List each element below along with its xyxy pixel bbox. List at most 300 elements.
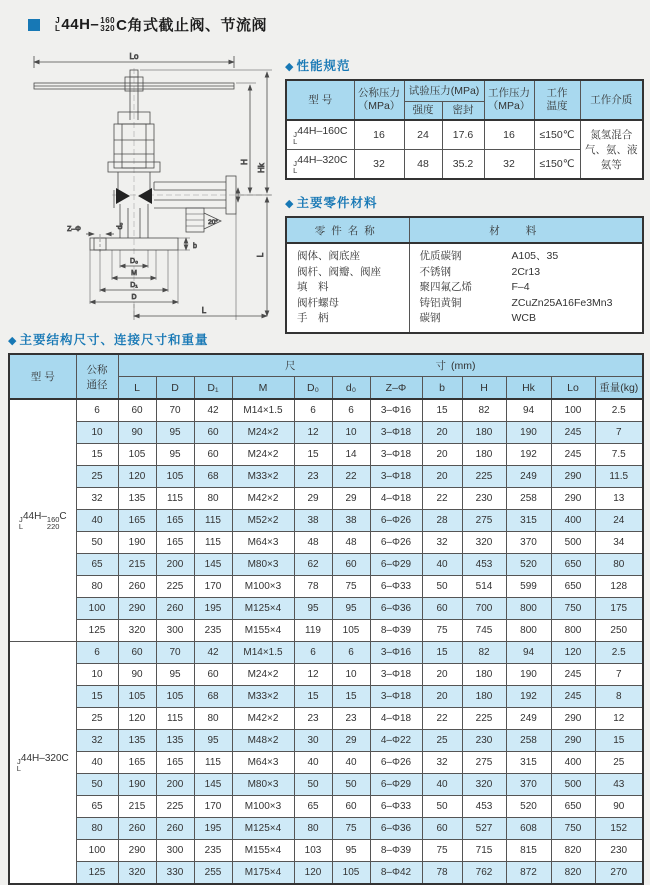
dims-cell: M48×2: [232, 730, 294, 752]
dims-cell: 50: [294, 774, 332, 796]
dims-cell: 60: [422, 598, 462, 620]
materials-material-line: [420, 265, 643, 281]
dims-cell: 23: [332, 708, 370, 730]
dims-cell: 8–Φ42: [370, 862, 422, 885]
title-bullet-icon: [28, 19, 40, 31]
dims-cell: 60: [194, 664, 232, 686]
dims-cell: 40: [76, 752, 118, 774]
perf-cell: 16: [484, 120, 534, 150]
dims-cell: M100×3: [232, 576, 294, 598]
dims-cell: 65: [76, 796, 118, 818]
dims-cell: 15: [294, 686, 332, 708]
dims-cell: 32: [422, 532, 462, 554]
dims-cell: 599: [506, 576, 551, 598]
dims-cell: 200: [156, 554, 194, 576]
dims-cell: 115: [156, 488, 194, 510]
dims-cell: 78: [422, 862, 462, 885]
dims-cell: 290: [551, 708, 595, 730]
dims-cell: 80: [595, 554, 643, 576]
materials-part-name: 填 料: [297, 281, 329, 293]
dims-cell: 80: [194, 708, 232, 730]
dims-cell: 7: [595, 664, 643, 686]
dims-cell: 290: [551, 466, 595, 488]
dims-cell: 453: [462, 554, 506, 576]
dims-cell: 50: [332, 774, 370, 796]
dims-cell: 190: [506, 664, 551, 686]
dims-col-header: M: [232, 377, 294, 400]
model-stack-top: J: [16, 757, 21, 766]
perf-cell: 32: [484, 150, 534, 180]
dims-cell: 115: [156, 708, 194, 730]
dims-row: [9, 532, 643, 554]
dims-cell: 3–Φ18: [370, 664, 422, 686]
dims-cell: 105: [118, 444, 156, 466]
dims-row: [9, 818, 643, 840]
dim-label-b: b: [193, 243, 197, 250]
dims-cell: 6–Φ26: [370, 752, 422, 774]
materials-material-grade: WCB: [511, 312, 536, 324]
dims-cell: M42×2: [232, 708, 294, 730]
dims-cell: 165: [118, 510, 156, 532]
dims-cell: 275: [462, 510, 506, 532]
dims-cell: 48: [332, 532, 370, 554]
dims-cell: 8: [595, 686, 643, 708]
dims-cell: 135: [118, 730, 156, 752]
perf-cell: 24: [404, 120, 442, 150]
dims-cell: 175: [595, 598, 643, 620]
materials-material-grade: ZCuZn25A16Fe3Mn3: [511, 296, 613, 309]
dims-cell: 135: [118, 488, 156, 510]
perf-cell: 17.6: [442, 120, 484, 150]
dim-label-h: H: [240, 159, 249, 165]
dims-cell: 120: [118, 466, 156, 488]
dims-cell: 70: [156, 399, 194, 422]
dims-col-header: L: [118, 377, 156, 400]
dim-label-m: M: [131, 270, 137, 277]
dim-label-d: D: [131, 294, 137, 301]
materials-material-grade: A105、35: [511, 250, 559, 262]
dims-row: [9, 708, 643, 730]
dims-cell: 95: [332, 840, 370, 862]
dims-cell: 170: [194, 796, 232, 818]
dims-cell: 275: [462, 752, 506, 774]
dims-cell: M155×4: [232, 840, 294, 862]
dims-col-header: D₀: [294, 377, 332, 400]
title-prefix-bottom: L: [55, 23, 61, 33]
dims-cell: 15: [76, 686, 118, 708]
dims-cell: M24×2: [232, 664, 294, 686]
dims-cell: 245: [551, 686, 595, 708]
dims-cell: 80: [76, 818, 118, 840]
dims-cell: 270: [595, 862, 643, 885]
dims-cell: 192: [506, 686, 551, 708]
dims-cell: 6–Φ29: [370, 554, 422, 576]
dims-cell: 290: [118, 598, 156, 620]
dims-cell: M52×2: [232, 510, 294, 532]
dims-cell: 28: [422, 510, 462, 532]
perf-model-cell: J L 44H–320C: [286, 150, 354, 180]
dims-cell: 190: [118, 774, 156, 796]
dims-cell: 14: [332, 444, 370, 466]
dims-cell: 60: [118, 642, 156, 664]
page-title: [28, 14, 267, 35]
dims-cell: 527: [462, 818, 506, 840]
dims-cell: 94: [506, 642, 551, 664]
dims-cell: 4–Φ22: [370, 730, 422, 752]
dims-cell: 95: [194, 730, 232, 752]
dims-cell: 290: [551, 730, 595, 752]
model-stack-bottom: L: [18, 522, 23, 531]
dims-cell: 75: [332, 576, 370, 598]
dims-cell: 330: [156, 862, 194, 885]
dims-cell: 255: [194, 862, 232, 885]
perf-cell: 48: [404, 150, 442, 180]
dims-cell: 78: [294, 576, 332, 598]
model-stack-bottom: L: [293, 166, 298, 175]
model-stack-top: J: [19, 515, 23, 524]
dims-cell: M125×4: [232, 598, 294, 620]
dims-cell: 2.5: [595, 399, 643, 422]
dims-cell: 15: [332, 686, 370, 708]
dims-row: [9, 796, 643, 818]
materials-material-type: 优质碳钢: [419, 250, 462, 262]
dims-cell: 100: [76, 598, 118, 620]
dims-cell: M175×4: [232, 862, 294, 885]
right-column: [285, 56, 642, 334]
dims-cell: M100×3: [232, 796, 294, 818]
dims-cell: 165: [118, 752, 156, 774]
dims-cell: 7.5: [595, 444, 643, 466]
dims-cell: 453: [462, 796, 506, 818]
dims-cell: M24×2: [232, 422, 294, 444]
dims-cell: 50: [422, 796, 462, 818]
dims-cell: 260: [156, 598, 194, 620]
perf-cell: ≤150℃: [534, 150, 580, 180]
dims-cell: 650: [551, 554, 595, 576]
dims-cell: 34: [595, 532, 643, 554]
materials-material-type: 聚四氟乙烯: [419, 281, 472, 293]
dims-cell: 180: [462, 444, 506, 466]
dims-row: [9, 840, 643, 862]
title-model-frac: [100, 17, 115, 32]
dims-cell: M64×3: [232, 532, 294, 554]
dim-label-lo: Lo: [129, 52, 139, 61]
dims-cell: 290: [551, 488, 595, 510]
dims-cell: 249: [506, 708, 551, 730]
title-frac-bottom: 320: [100, 23, 116, 33]
dims-cell: M80×3: [232, 554, 294, 576]
dims-cell: M33×2: [232, 466, 294, 488]
dims-cell: 20: [422, 422, 462, 444]
model-stack-bottom: L: [16, 764, 21, 773]
dims-cell: 15: [76, 444, 118, 466]
materials-part-name: 阀杆螺母: [297, 296, 339, 309]
dims-row: [9, 510, 643, 532]
dims-cell: 115: [194, 532, 232, 554]
dim-label-d1: D₁: [130, 282, 138, 289]
performance-section-title: ◆ 性能规范: [285, 59, 351, 73]
dims-cell: 258: [506, 488, 551, 510]
title-text: C角式截止阀、节流阀: [116, 17, 267, 34]
dims-cell: 15: [595, 730, 643, 752]
model-stack-top: J: [293, 130, 298, 139]
dims-cell: 80: [76, 576, 118, 598]
dims-cell: 65: [294, 796, 332, 818]
dims-cell: 195: [194, 598, 232, 620]
model-stack: [293, 160, 297, 174]
dims-cell: 20: [422, 444, 462, 466]
dims-cell: 260: [118, 576, 156, 598]
dims-cell: 190: [506, 422, 551, 444]
dims-cell: 650: [551, 576, 595, 598]
dim-label-l-horiz: L: [201, 306, 207, 315]
dims-cell: 10: [332, 664, 370, 686]
dims-cell: 800: [551, 620, 595, 642]
dim-label-hk: Hk: [257, 163, 266, 173]
dims-cell: 32: [76, 730, 118, 752]
dims-cell: 10: [76, 422, 118, 444]
dims-cell: 6: [294, 399, 332, 422]
dims-cell: 165: [156, 752, 194, 774]
perf-header-model: 型 号: [286, 80, 354, 120]
materials-material-line: [420, 311, 643, 327]
dims-cell: 25: [595, 752, 643, 774]
dims-cell: 115: [194, 510, 232, 532]
dims-cell: 60: [332, 796, 370, 818]
dims-cell: 6: [76, 642, 118, 664]
dims-cell: 23: [294, 466, 332, 488]
dims-row: [9, 642, 643, 664]
dims-cell: 500: [551, 532, 595, 554]
dims-cell: 20: [422, 664, 462, 686]
dims-cell: 42: [194, 642, 232, 664]
dims-row: [9, 752, 643, 774]
dims-row: [9, 399, 643, 422]
dims-cell: 95: [156, 444, 194, 466]
dims-header-size: 尺 寸 (mm): [118, 354, 643, 377]
dims-cell: 32: [422, 752, 462, 774]
dims-cell: 4–Φ18: [370, 708, 422, 730]
dims-cell: 235: [194, 620, 232, 642]
model-stack: [17, 758, 21, 772]
dims-cell: 119: [294, 620, 332, 642]
dims-cell: 75: [422, 620, 462, 642]
dims-cell: 40: [422, 554, 462, 576]
dims-cell: 6: [76, 399, 118, 422]
dim-label-d0: D₀: [130, 258, 138, 265]
dims-cell: 82: [462, 399, 506, 422]
dims-cell: 370: [506, 532, 551, 554]
dims-cell: 2.5: [595, 642, 643, 664]
dims-cell: 32: [76, 488, 118, 510]
materials-material-type: 碳钢: [419, 312, 441, 324]
dims-row: [9, 444, 643, 466]
perf-cell: 35.2: [442, 150, 484, 180]
dims-cell: 43: [595, 774, 643, 796]
dims-cell: 715: [462, 840, 506, 862]
title-frac-top: 160: [100, 16, 116, 25]
dims-cell: 12: [294, 664, 332, 686]
dims-col-header: b: [422, 377, 462, 400]
dims-cell: 6: [294, 642, 332, 664]
dims-cell: 6: [332, 399, 370, 422]
dims-cell: 24: [595, 510, 643, 532]
perf-header-strength: 强度: [404, 102, 442, 121]
dim-label-z-phi: Z–Φ: [67, 226, 81, 233]
dims-cell: M24×2: [232, 444, 294, 466]
dims-cell: 7: [595, 422, 643, 444]
dims-cell: 6–Φ36: [370, 598, 422, 620]
dims-cell: 68: [194, 686, 232, 708]
dims-cell: 90: [118, 422, 156, 444]
dims-cell: 60: [332, 554, 370, 576]
dims-cell: 90: [118, 664, 156, 686]
dims-cell: 95: [156, 664, 194, 686]
dims-cell: 40: [422, 774, 462, 796]
dims-cell: 300: [156, 620, 194, 642]
materials-material-list: [409, 243, 643, 333]
dims-cell: 90: [595, 796, 643, 818]
dims-cell: 10: [76, 664, 118, 686]
dims-cell: 800: [506, 620, 551, 642]
dims-cell: 38: [332, 510, 370, 532]
dims-cell: 320: [118, 620, 156, 642]
dims-row: [9, 554, 643, 576]
dims-cell: 300: [156, 840, 194, 862]
dims-row: [9, 774, 643, 796]
perf-cell: ≤150℃: [534, 120, 580, 150]
perf-cell: 32: [354, 150, 404, 180]
dims-cell: 3–Φ16: [370, 399, 422, 422]
dims-col-header: D₁: [194, 377, 232, 400]
dims-cell: M125×4: [232, 818, 294, 840]
dims-col-header: D: [156, 377, 194, 400]
dims-col-header: Z–Φ: [370, 377, 422, 400]
model-frac-top: 160: [46, 515, 60, 524]
dims-cell: 520: [506, 554, 551, 576]
dims-cell: 80: [194, 488, 232, 510]
dims-cell: 105: [156, 686, 194, 708]
diamond-icon: ◆: [8, 335, 18, 347]
dims-row: [9, 730, 643, 752]
title-model-prefix: [55, 17, 60, 32]
dims-cell: 200: [156, 774, 194, 796]
perf-header-seal: 密封: [442, 102, 484, 121]
dims-cell: 120: [118, 708, 156, 730]
materials-material-type: 不锈钢: [419, 265, 451, 278]
materials-material-grade: 2Cr13: [511, 265, 541, 278]
model-stack-bottom: L: [293, 137, 298, 146]
dims-cell: 290: [118, 840, 156, 862]
dims-cell: 6–Φ33: [370, 576, 422, 598]
dims-cell: 225: [156, 796, 194, 818]
dims-cell: 152: [595, 818, 643, 840]
dim-label-d0-bore: d₀: [117, 222, 124, 230]
dims-cell: 120: [551, 642, 595, 664]
dims-cell: 40: [294, 752, 332, 774]
dims-cell: 820: [551, 862, 595, 885]
dims-cell: 12: [595, 708, 643, 730]
dims-cell: 215: [118, 554, 156, 576]
diamond-icon: ◆: [285, 198, 295, 210]
dims-cell: 22: [422, 708, 462, 730]
dims-row: [9, 466, 643, 488]
perf-cell: 16: [354, 120, 404, 150]
dimensions-section-title: ◆ 主要结构尺寸、连接尺寸和重量: [8, 333, 209, 347]
dims-cell: 3–Φ16: [370, 642, 422, 664]
dims-cell: 6–Φ29: [370, 774, 422, 796]
dims-cell: 75: [422, 840, 462, 862]
dims-cell: 80: [294, 818, 332, 840]
dims-cell: 12: [294, 422, 332, 444]
perf-medium-cell: 氮氢混合气、氨、液氨等: [580, 120, 643, 179]
dims-cell: 230: [462, 730, 506, 752]
dims-cell: 60: [118, 399, 156, 422]
dims-row: [9, 488, 643, 510]
dims-cell: 105: [332, 620, 370, 642]
dims-cell: 50: [76, 774, 118, 796]
dims-cell: 95: [332, 598, 370, 620]
dims-cell: M33×2: [232, 686, 294, 708]
materials-material-type: 铸铝黄铜: [419, 296, 462, 309]
materials-part-name: 阀体、阀底座: [297, 250, 360, 262]
dims-cell: 68: [194, 466, 232, 488]
dims-cell: 65: [76, 554, 118, 576]
perf-header-working-temp: 工作 温度: [534, 80, 580, 120]
dims-cell: 15: [422, 642, 462, 664]
dims-cell: 249: [506, 466, 551, 488]
dims-cell: 60: [422, 818, 462, 840]
dims-cell: 260: [118, 818, 156, 840]
dims-cell: 75: [332, 818, 370, 840]
dims-cell: 520: [506, 796, 551, 818]
dims-cell: 762: [462, 862, 506, 885]
dims-cell: 25: [422, 730, 462, 752]
dims-cell: 13: [595, 488, 643, 510]
dims-cell: 6: [332, 642, 370, 664]
dims-cell: 245: [551, 664, 595, 686]
dims-col-header: Hk: [506, 377, 551, 400]
dims-cell: 195: [194, 818, 232, 840]
dims-cell: 225: [156, 576, 194, 598]
dims-row: [9, 598, 643, 620]
dim-label-l-vert: L: [256, 252, 265, 258]
dims-cell: 145: [194, 774, 232, 796]
dims-cell: 48: [294, 532, 332, 554]
dims-cell: 6–Φ26: [370, 510, 422, 532]
materials-part-name: 阀杆、阀瓣、阀座: [297, 265, 381, 278]
dims-cell: 400: [551, 752, 595, 774]
dims-cell: 22: [422, 488, 462, 510]
dims-cell: 50: [76, 532, 118, 554]
dims-cell: 3–Φ18: [370, 466, 422, 488]
materials-header-material: 材料: [409, 217, 643, 243]
perf-header-test-pressure: 试验压力(MPa): [404, 80, 484, 102]
materials-part-name: 手 柄: [297, 312, 329, 324]
dims-cell: 25: [76, 466, 118, 488]
dims-cell: 170: [194, 576, 232, 598]
dims-cell: 245: [551, 444, 595, 466]
dims-row: [9, 664, 643, 686]
dims-cell: 125: [76, 620, 118, 642]
model-stack: [293, 131, 297, 145]
dims-cell: 128: [595, 576, 643, 598]
dim-label-angle: 20°: [208, 219, 218, 226]
dims-cell: 258: [506, 730, 551, 752]
dims-cell: 8–Φ39: [370, 620, 422, 642]
dims-cell: 6–Φ36: [370, 818, 422, 840]
dims-cell: 3–Φ18: [370, 444, 422, 466]
